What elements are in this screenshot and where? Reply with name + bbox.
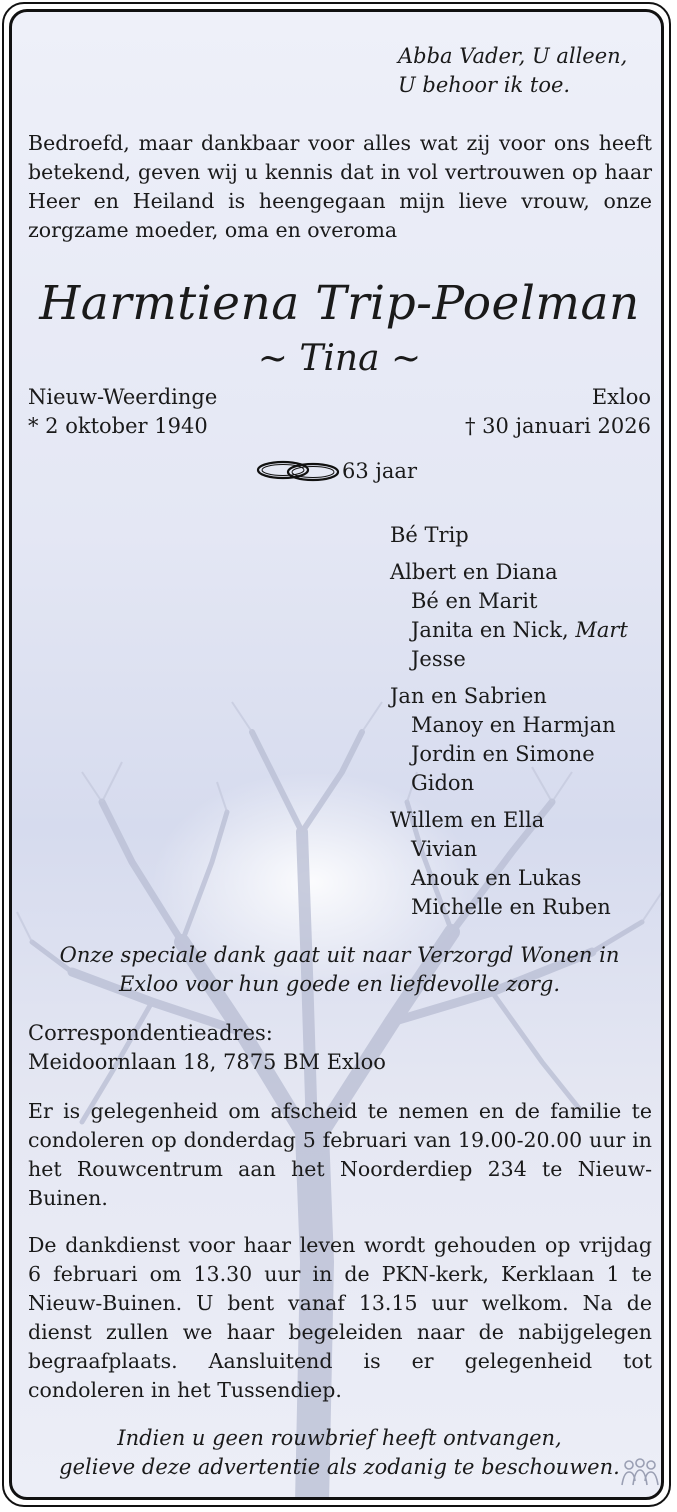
thanks-line-1: Onze speciale dank gaat uit naar Verzorgd Wonen in xyxy=(59,943,620,967)
family-member: Bé Trip xyxy=(390,523,469,547)
family-member: Jan en Sabrien xyxy=(390,684,547,708)
grandchild: Manoy en Harmjan xyxy=(411,713,616,737)
great-grandchild: Mart xyxy=(575,618,628,642)
intro-paragraph: Bedroefd, maar dankbaar voor alles wat zij voor ons heeft betekend, geven wij u kennis dat in vol vertrouwen op haar Heer en Heiland is heengegaan mijn lieve vrouw, onze zorgzame moeder, oma en overoma xyxy=(28,131,652,242)
deceased-name: Harmtiena Trip-Poelman xyxy=(39,276,640,331)
closing-line-1: Indien u geen rouwbrief heeft ontvangen, xyxy=(117,1426,562,1450)
correspondence-label: Correspondentieadres: xyxy=(28,1021,273,1045)
grandchild: Jesse xyxy=(411,647,466,671)
correspondence-address: Meidoornlaan 18, 7875 BM Exloo xyxy=(28,1050,386,1074)
deceased-nickname: ~ Tina ~ xyxy=(257,338,422,379)
condolence-paragraph: Er is gelegenheid om afscheid te nemen en de familie te condoleren op donderdag 5 februari van 19.00-20.00 uur in het Rouwcentrum aan het Noorderdiep 234 te Nieuw-Buinen. xyxy=(28,1099,652,1210)
marriage-duration: 63 jaar xyxy=(342,459,417,483)
motto-line-2: U behoor ik toe. xyxy=(398,73,571,97)
motto-line-1: Abba Vader, U alleen, xyxy=(398,44,628,68)
death-date: † 30 januari 2026 xyxy=(464,414,651,438)
service-paragraph: De dankdienst voor haar leven wordt gehouden op vrijdag 6 februari om 13.30 uur in de PKN-kerk, Kerklaan 1 te Nieuw-Buinen. U bent vanaf 13.15 uur welkom. Na de dienst zullen we haar begeleiden naar de nabijgelegen begraafplaats. Aansluitend is er gelegenheid tot condoleren in het Tussendiep. xyxy=(28,1233,652,1402)
grandchild: Michelle en Ruben xyxy=(411,895,611,919)
obituary-content xyxy=(12,12,664,1500)
obituary-card xyxy=(9,9,664,1500)
people-logo-icon xyxy=(620,1457,660,1489)
birth-date: * 2 oktober 1940 xyxy=(28,414,208,438)
grandchild: Gidon xyxy=(411,771,475,795)
thanks-line-2: Exloo voor hun goede en liefdevolle zorg. xyxy=(118,972,561,996)
death-place: Exloo xyxy=(591,385,651,409)
closing-line-2: gelieve deze advertentie als zodanig te beschouwen. xyxy=(59,1455,620,1479)
family-member: Willem en Ella xyxy=(390,808,545,832)
grandchild: Vivian xyxy=(411,837,478,861)
family-member: Albert en Diana xyxy=(390,560,558,584)
wedding-rings-icon xyxy=(256,458,340,482)
grandchild: Jordin en Simone xyxy=(411,742,595,766)
birth-place: Nieuw-Weerdinge xyxy=(28,385,218,409)
grandchild: Bé en Marit xyxy=(411,589,538,613)
grandchild: Janita en Nick, Mart xyxy=(411,618,628,642)
grandchild: Anouk en Lukas xyxy=(411,866,582,890)
